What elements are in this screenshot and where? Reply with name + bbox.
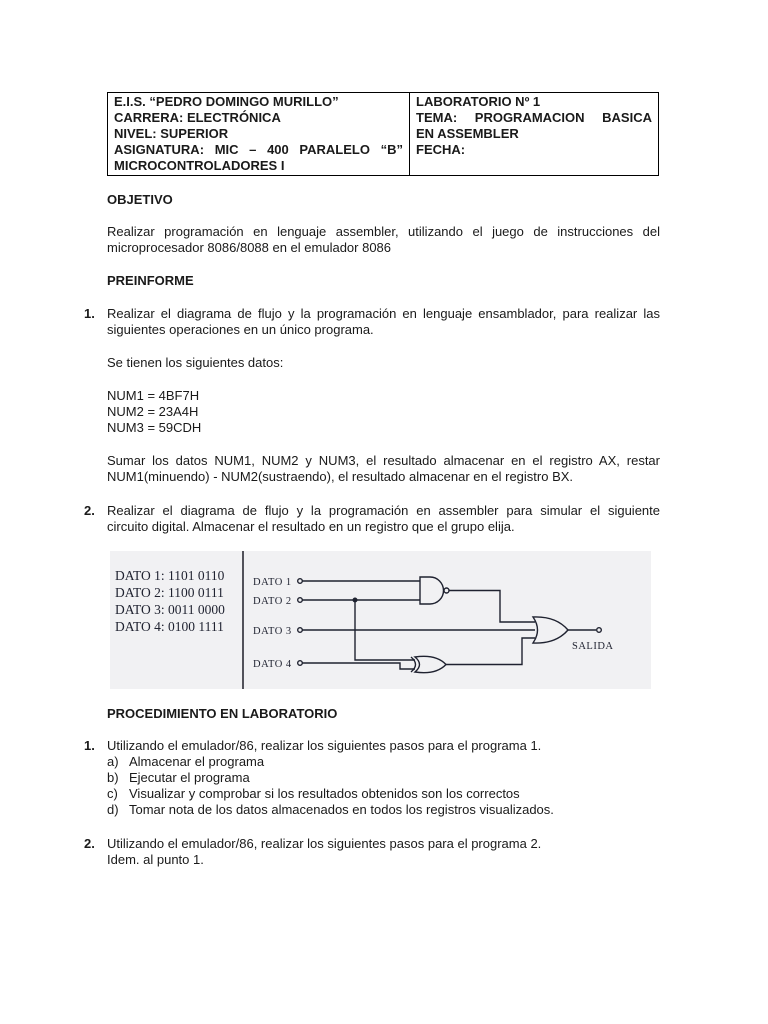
or-gate xyxy=(533,617,568,643)
circuit-figure xyxy=(110,551,651,689)
objetivo-line: Realizar programación en lenguaje assembler, utilizando el juego de instrucciones del xyxy=(107,224,660,239)
nand-bubble xyxy=(444,588,449,593)
objetivo-line: microprocesador 8086/8088 en el emulador 8086 xyxy=(107,240,392,255)
proc-item2-number: 2. xyxy=(84,836,95,851)
list-item xyxy=(107,802,554,818)
item-line: siguientes operaciones en un único programa. xyxy=(107,322,374,337)
header-right-cell xyxy=(410,93,659,176)
dato3-value: DATO 3: 0011 0000 xyxy=(115,602,225,617)
date-label: FECHA: xyxy=(416,142,466,157)
preinforme-title: PREINFORME xyxy=(107,273,194,288)
list-marker: b) xyxy=(107,770,119,785)
list-item xyxy=(107,786,554,802)
preinforme-item2-number: 2. xyxy=(84,503,95,518)
proc-item2-text: Utilizando el emulador/86, realizar los siguientes pasos para el programa 2. xyxy=(107,836,542,851)
lab-topic: TEMA: PROGRAMACION BASICA xyxy=(416,110,652,125)
list-text: Almacenar el programa xyxy=(129,754,265,769)
preinforme-item2-text xyxy=(107,503,660,535)
list-marker: a) xyxy=(107,754,119,769)
xor-gate xyxy=(415,656,446,672)
header-table xyxy=(107,92,659,176)
instruction-line: NUM1(minuendo) - NUM2(sustraendo), el resultado almacenar en el registro BX. xyxy=(107,469,574,484)
objetivo-title: OBJETIVO xyxy=(107,192,173,207)
procedimiento-title: PROCEDIMIENTO EN LABORATORIO xyxy=(107,706,338,721)
preinforme-item1-instruction xyxy=(107,453,660,485)
item-line: Realizar el diagrama de flujo y la programación en assembler para simular el siguiente xyxy=(107,503,660,518)
list-text: Ejecutar el programa xyxy=(129,770,250,785)
proc-item1-steps xyxy=(107,754,554,818)
list-item xyxy=(107,770,554,786)
item-line: Realizar el diagrama de flujo y la programación en lenguaje ensamblador, para realizar las xyxy=(107,306,660,321)
preinforme-item1-number: 1. xyxy=(84,306,95,321)
list-text: Visualizar y comprobar si los resultados obtenidos son los correctos xyxy=(129,786,520,801)
header-left-cell xyxy=(108,93,410,176)
input-label-dato4: DATO 4 xyxy=(253,659,292,670)
lab-number: LABORATORIO Nº 1 xyxy=(416,94,541,109)
list-marker: d) xyxy=(107,802,119,817)
instruction-line: Sumar los datos NUM1, NUM2 y NUM3, el resultado almacenar en el registro AX, restar xyxy=(107,453,660,468)
num2-value: NUM2 = 23A4H xyxy=(107,404,199,419)
terminal-dato3 xyxy=(298,628,303,633)
output-label: SALIDA xyxy=(572,641,614,652)
list-marker: c) xyxy=(107,786,118,801)
logic-circuit xyxy=(110,551,651,689)
item-line: circuito digital. Almacenar el resultado en un registro que el grupo elija. xyxy=(107,519,515,534)
datos-intro: Se tienen los siguientes datos: xyxy=(107,355,284,370)
dato4-value: DATO 4: 0100 1111 xyxy=(115,619,224,634)
terminal-dato1 xyxy=(298,579,303,584)
proc-item1-text: Utilizando el emulador/86, realizar los siguientes pasos para el programa 1. xyxy=(107,738,542,753)
subject: ASIGNATURA: MIC – 400 PARALELO “B” xyxy=(114,142,403,157)
xor-back-curve xyxy=(411,657,416,672)
career: CARRERA: ELECTRÓNICA xyxy=(114,110,281,125)
lab-topic-cont: EN ASSEMBLER xyxy=(416,126,519,141)
proc-item2-text2: Idem. al punto 1. xyxy=(107,852,204,867)
dato1-value: DATO 1: 1101 0110 xyxy=(115,568,225,583)
output-terminal xyxy=(597,628,602,633)
level: NIVEL: SUPERIOR xyxy=(114,126,229,141)
num3-value: NUM3 = 59CDH xyxy=(107,420,202,435)
num1-value: NUM1 = 4BF7H xyxy=(107,388,200,403)
input-label-dato1: DATO 1 xyxy=(253,577,292,588)
list-item xyxy=(107,754,554,770)
nand-gate xyxy=(420,577,444,604)
objetivo-text xyxy=(107,224,660,256)
institution-name: E.I.S. “PEDRO DOMINGO MURILLO” xyxy=(114,94,339,109)
terminal-dato4 xyxy=(298,661,303,666)
input-label-dato3: DATO 3 xyxy=(253,626,292,637)
input-label-dato2: DATO 2 xyxy=(253,596,292,607)
course-name: MICROCONTROLADORES I xyxy=(114,158,285,173)
proc-item1-number: 1. xyxy=(84,738,95,753)
terminal-dato2 xyxy=(298,598,303,603)
preinforme-item1-text xyxy=(107,306,660,338)
list-text: Tomar nota de los datos almacenados en todos los registros visualizados. xyxy=(129,802,554,817)
dato2-value: DATO 2: 1100 0111 xyxy=(115,585,224,600)
